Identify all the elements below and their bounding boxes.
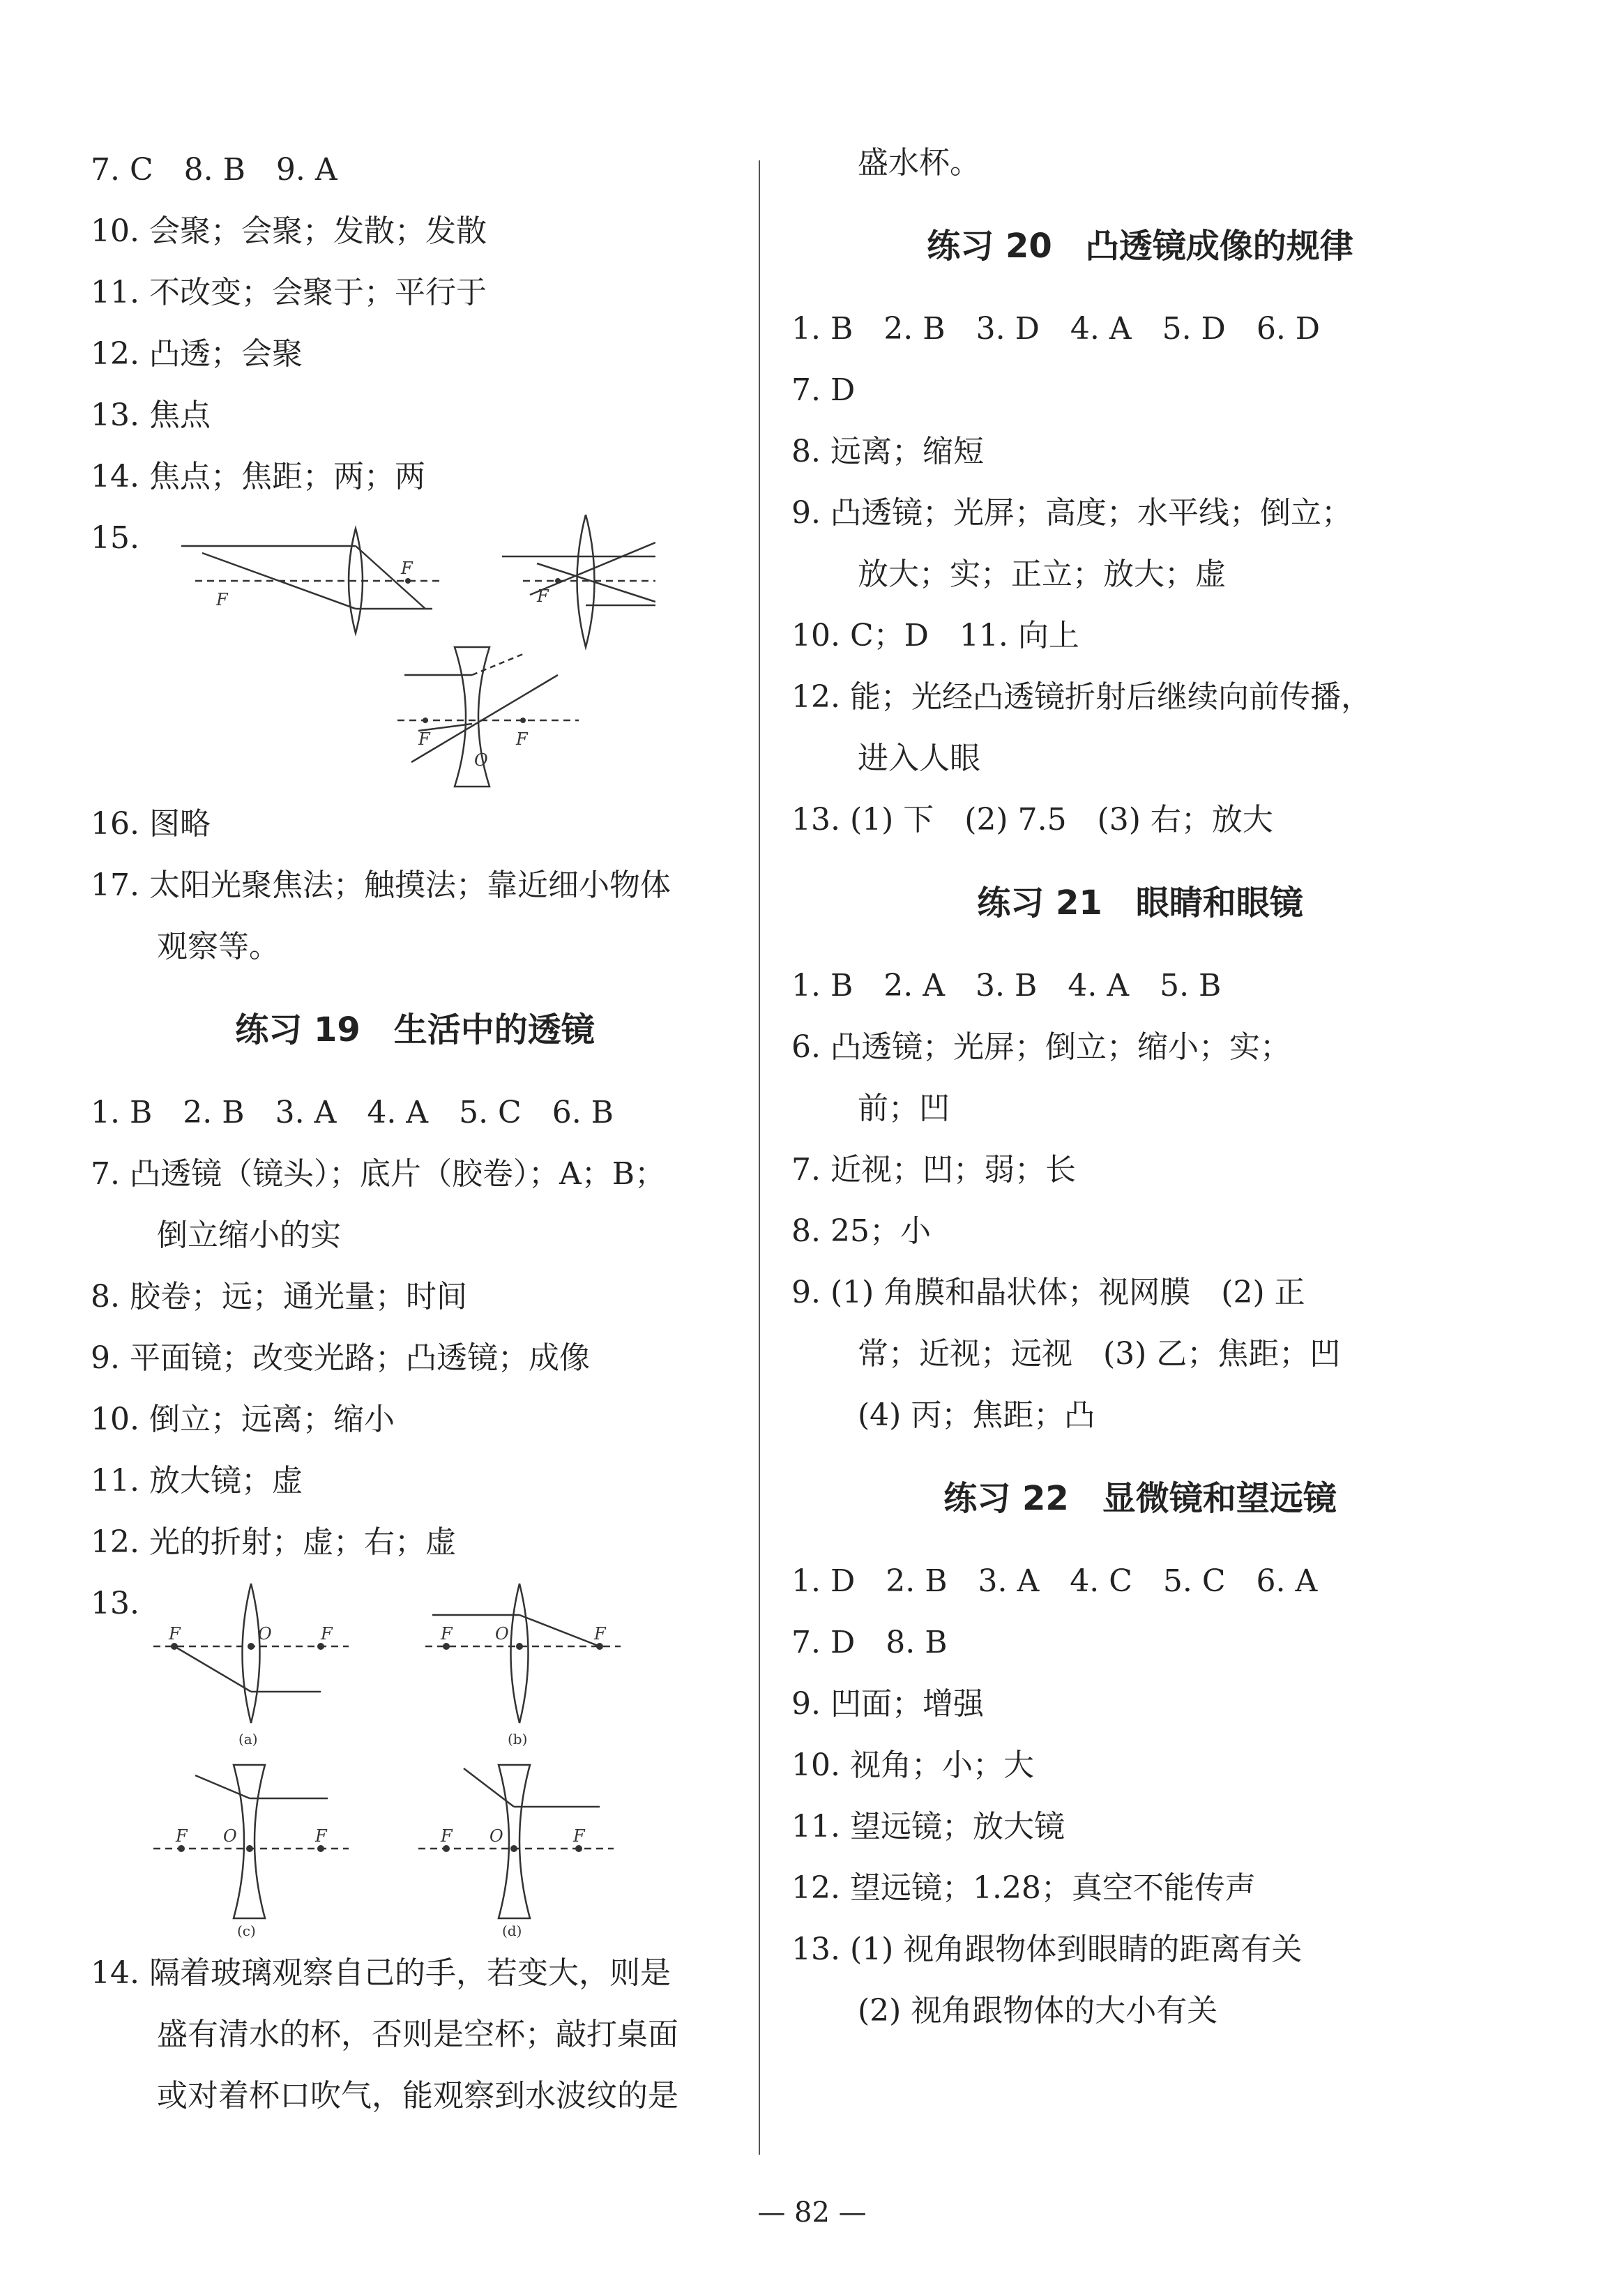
lens-ray-diagram-13: [153, 1577, 683, 1939]
answer-line: 7. 近视；凹；弱；长: [791, 1152, 1076, 1188]
answer-line: 12. 光的折射；虚；右；虚: [91, 1524, 456, 1560]
answer-line: 9. (1) 角膜和晶状体；视网膜 (2) 正: [791, 1275, 1305, 1310]
answer-line: 9. 凹面；增强: [791, 1686, 984, 1722]
section-heading-19: 练习 19 生活中的透镜: [235, 1010, 595, 1049]
answer-line: 倒立缩小的实: [157, 1218, 341, 1253]
q15-figure: [91, 508, 739, 794]
answer-line: 1. B 2. A 3. B 4. A 5. B: [791, 968, 1222, 1003]
label-o: O: [495, 1624, 509, 1644]
answer-line: 常；近视；远视 (3) 乙；焦距；凹: [858, 1336, 1341, 1372]
answer-line: 1. B 2. B 3. D 4. A 5. D 6. D: [791, 311, 1321, 347]
label-o: O: [474, 750, 488, 770]
label-f: F: [573, 1826, 585, 1846]
section-heading-22: 练习 22 显微镜和望远镜: [943, 1479, 1337, 1518]
label-f: F: [441, 1624, 453, 1644]
answer-line: 10. 会聚；会聚；发散；发散: [91, 213, 487, 249]
column-divider: [759, 160, 760, 2155]
answer-line: 进入人眼: [858, 741, 980, 776]
right-column: [791, 139, 1489, 2042]
answer-line: 8. 远离；缩短: [791, 434, 984, 469]
answer-line: 11. 放大镜；虚: [91, 1463, 303, 1499]
q15-number: 15.: [91, 520, 139, 556]
answer-line: 13. 焦点: [91, 397, 211, 433]
answer-line: 13. (1) 视角跟物体到眼睛的距离有关: [791, 1932, 1303, 1967]
answer-line: 11. 望远镜；放大镜: [791, 1809, 1065, 1844]
answer-line: 7. 凸透镜（镜头）；底片（胶卷）；A；B；: [91, 1156, 666, 1192]
answer-line: (2) 视角跟物体的大小有关: [858, 1993, 1218, 2028]
answer-line: 7. D 8. B: [791, 1625, 948, 1660]
label-o: O: [258, 1624, 272, 1644]
label-f: F: [537, 586, 549, 606]
label-f: F: [216, 590, 228, 609]
label-o: O: [490, 1826, 503, 1846]
answer-line: 前；凹: [858, 1091, 950, 1126]
answer-line: 7. D: [791, 372, 856, 408]
label-o: O: [223, 1826, 237, 1846]
label-f: F: [321, 1624, 333, 1644]
caption-d: (d): [502, 1922, 522, 1939]
label-f: F: [594, 1624, 606, 1644]
section-heading-20: 练习 20 凸透镜成像的规律: [927, 227, 1353, 266]
left-column: [91, 139, 739, 2127]
label-f: F: [418, 729, 430, 749]
answer-line: 7. C 8. B 9. A: [91, 152, 337, 188]
label-f: F: [401, 559, 413, 578]
answer-line: 6. 凸透镜；光屏；倒立；缩小；实；: [791, 1029, 1291, 1065]
label-f: F: [315, 1826, 327, 1846]
answer-line: 8. 胶卷；远；通光量；时间: [91, 1279, 467, 1314]
answer-line: 12. 能；光经凸透镜折射后继续向前传播，: [791, 679, 1372, 715]
label-f: F: [176, 1826, 188, 1846]
answer-line: 13. (1) 下 (2) 7.5 (3) 右；放大: [791, 802, 1273, 837]
answer-line: 10. C；D 11. 向上: [791, 618, 1079, 653]
answer-line: 盛有清水的杯，否则是空杯；敲打桌面: [157, 2017, 678, 2052]
page-number: — 82 —: [757, 2197, 867, 2229]
lens-ray-diagram-15: [167, 515, 655, 794]
answer-line: 或对着杯口吹气，能观察到水波纹的是: [157, 2078, 678, 2114]
q13-number: 13.: [91, 1586, 139, 1621]
answer-line: 1. D 2. B 3. A 4. C 5. C 6. A: [791, 1563, 1318, 1599]
answer-line: 9. 平面镜；改变光路；凸透镜；成像: [91, 1340, 590, 1376]
answer-line: 1. B 2. B 3. A 4. A 5. C 6. B: [91, 1095, 614, 1130]
answer-line: 盛水杯。: [858, 145, 980, 181]
answer-line: 10. 倒立；远离；缩小: [91, 1402, 395, 1437]
section-heading-21: 练习 21 眼睛和眼镜: [977, 883, 1303, 923]
caption-b: (b): [508, 1731, 528, 1747]
caption-c: (c): [237, 1922, 256, 1939]
answer-line: 9. 凸透镜；光屏；高度；水平线；倒立；: [791, 495, 1352, 531]
caption-a: (a): [238, 1731, 258, 1747]
answer-line: 12. 望远镜；1.28；真空不能传声: [791, 1870, 1256, 1906]
answer-line: 14. 焦点；焦距；两；两: [91, 459, 425, 494]
answer-line: 8. 25；小: [791, 1213, 931, 1249]
answer-line: 17. 太阳光聚焦法；触摸法；靠近细小物体: [91, 867, 671, 903]
answer-line: 11. 不改变；会聚于；平行于: [91, 275, 487, 310]
q13-figure: [91, 1573, 739, 1943]
answer-line: 14. 隔着玻璃观察自己的手，若变大，则是: [91, 1955, 671, 1991]
answer-line: (4) 丙；焦距；凸: [858, 1397, 1095, 1433]
answer-line: 10. 视角；小；大: [791, 1747, 1034, 1783]
label-f: F: [441, 1826, 453, 1846]
label-f: F: [516, 729, 528, 749]
answer-line: 观察等。: [157, 929, 280, 964]
label-f: F: [169, 1624, 181, 1644]
answer-line: 16. 图略: [91, 806, 211, 842]
answer-line: 12. 凸透；会聚: [91, 336, 303, 372]
answer-line: 放大；实；正立；放大；虚: [858, 556, 1226, 592]
